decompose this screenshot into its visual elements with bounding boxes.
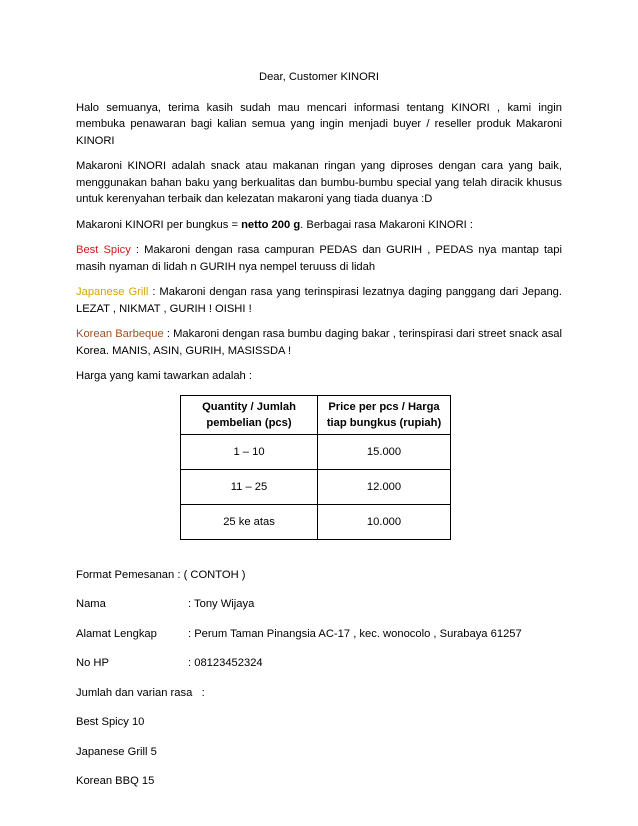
- price-cell: 12.000: [318, 469, 451, 504]
- price-table: [180, 395, 451, 540]
- table-row: [181, 434, 451, 469]
- flavor-description: : Makaroni dengan rasa yang terinspirasi lezatnya daging panggang dari Jepang. LEZAT , NIKMAT , GURIH ! OISHI !: [76, 286, 563, 315]
- variant-item: Korean BBQ 15: [76, 775, 155, 787]
- field-label: Nama: [76, 598, 106, 610]
- netto-suffix: . Berbagai rasa Makaroni KINORI :: [300, 218, 474, 231]
- flavor-name: Korean Barbeque: [76, 328, 164, 340]
- field-label: Alamat Lengkap: [76, 627, 157, 640]
- flavor-best-spicy: [76, 242, 562, 275]
- variant-item: Japanese Grill 5: [76, 745, 157, 758]
- table-row: [181, 504, 451, 539]
- netto-prefix: Makaroni KINORI per bungkus =: [76, 218, 242, 231]
- form-field-nama: [76, 596, 562, 613]
- flavor-description: : Makaroni dengan rasa bumbu daging bakar , terinspirasi dari street snack asal Korea. MANIS, ASIN, GURIH, MASISSDA !: [76, 328, 563, 357]
- quantity-cell: 25 ke atas: [181, 504, 318, 539]
- flavor-name: Japanese Grill: [76, 286, 149, 298]
- header-price: Price per pcs / Harga tiap bungkus (rupiah): [318, 395, 451, 434]
- field-label: No HP: [76, 657, 109, 669]
- flavor-description: : Makaroni dengan rasa campuran PEDAS dan GURIH , PEDAS nya mantap tapi masih nyaman di lidah n GURIH nya nempel teruuss di lidah: [76, 244, 562, 273]
- price-cell: 10.000: [318, 504, 451, 539]
- table-row: [181, 469, 451, 504]
- order-form: [76, 567, 562, 790]
- quantity-cell: 1 – 10: [181, 434, 318, 469]
- description-paragraph: Makaroni KINORI adalah snack atau makanan ringan yang diproses dengan cara yang baik, menggunakan bahan baku yang berkualitas dan bumbu-bumbu special yang telah diracik khusus untuk kerenyahan terbaik dan kelezatan makaroni yang tiada duanya :D: [76, 160, 562, 205]
- field-value: : Tony Wijaya: [188, 598, 255, 610]
- flavor-japanese-grill: [76, 284, 562, 317]
- form-field-alamat: [76, 626, 562, 643]
- netto-value: netto 200 g: [241, 218, 301, 231]
- letter-body: [76, 69, 562, 803]
- quantity-cell: 11 – 25: [181, 469, 318, 504]
- field-value: : 08123452324: [188, 657, 263, 669]
- table-header-row: [181, 395, 451, 434]
- field-value: : Perum Taman Pinangsia AC-17 , kec. wonocolo , Surabaya 61257: [188, 627, 522, 640]
- price-intro: Harga yang kami tawarkan adalah :: [76, 370, 252, 382]
- intro-paragraph: Halo semuanya, terima kasih sudah mau mencari informasi tentang KINORI , kami ingin membuka penawaran bagi kalian semua yang ingin menjadi buyer / reseller produk Makaroni KINORI: [76, 101, 562, 147]
- letter-title: Dear, Customer KINORI: [259, 71, 379, 83]
- variant-item: Best Spicy 10: [76, 716, 145, 728]
- form-field-no-hp: [76, 655, 562, 672]
- netto-paragraph: [76, 217, 562, 234]
- variant-heading: Jumlah dan varian rasa :: [76, 686, 205, 699]
- flavor-name: Best Spicy: [76, 244, 131, 256]
- order-form-heading: Format Pemesanan : ( CONTOH ): [76, 568, 246, 581]
- price-cell: 15.000: [318, 434, 451, 469]
- flavor-korean-barbeque: [76, 326, 562, 359]
- header-quantity: Quantity / Jumlah pembelian (pcs): [181, 395, 318, 434]
